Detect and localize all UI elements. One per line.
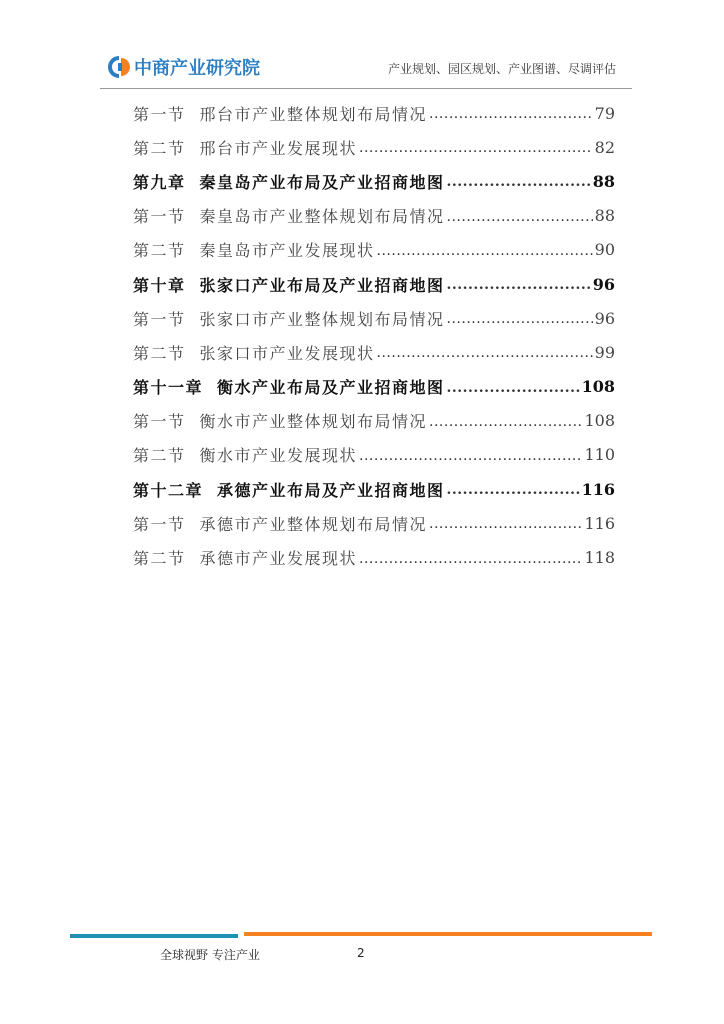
toc-entry-title: 张家口市产业发展现状 — [199, 343, 375, 363]
page-number: 2 — [357, 946, 365, 960]
dot-leader — [429, 514, 582, 532]
dot-leader — [447, 172, 591, 190]
toc-entry-label — [133, 546, 357, 569]
toc-chapter-entry[interactable] — [133, 472, 615, 506]
toc-entry-title: 邢台市产业发展现状 — [199, 138, 358, 158]
toc-entry-page: 110 — [584, 445, 615, 465]
toc-section-entry[interactable] — [133, 540, 615, 574]
dot-leader — [377, 343, 593, 361]
toc-entry-page: 90 — [594, 240, 615, 260]
toc-entry-label — [133, 102, 427, 125]
dot-leader — [447, 207, 593, 225]
toc-entry-title: 秦皇岛产业布局及产业招商地图 — [199, 172, 445, 192]
toc-section-entry[interactable] — [133, 96, 615, 130]
toc-entry-title: 邢台市产业整体规划布局情况 — [199, 104, 428, 124]
toc-entry-page: 116 — [581, 479, 615, 499]
toc-chapter-entry[interactable] — [133, 267, 615, 301]
toc-entry-title: 承德市产业整体规划布局情况 — [199, 514, 428, 534]
toc-entry-label — [133, 512, 427, 535]
toc-entry-label — [133, 341, 375, 364]
toc-entry-title: 衡水产业布局及产业招商地图 — [217, 378, 445, 398]
toc-entry-number: 第二节 — [133, 549, 186, 569]
brand-logo — [108, 54, 260, 80]
dot-leader — [447, 309, 593, 327]
toc-entry-number: 第一节 — [133, 207, 186, 227]
toc-entry-number: 第二节 — [133, 446, 186, 466]
toc-entry-page: 82 — [594, 137, 615, 157]
toc-entry-page: 108 — [581, 377, 615, 397]
toc-entry-number: 第九章 — [133, 172, 186, 192]
toc-entry-label — [133, 136, 357, 159]
toc-entry-page: 108 — [584, 411, 615, 431]
dot-leader — [429, 412, 582, 430]
toc-entry-label — [133, 204, 445, 227]
dot-leader — [447, 275, 591, 293]
toc-entry-page: 118 — [584, 548, 615, 568]
toc-entry-number: 第一节 — [133, 412, 186, 432]
footer-bar-right — [244, 932, 652, 936]
footer-slogan: 全球视野 专注产业 — [160, 948, 260, 962]
toc-entry-label — [133, 238, 375, 261]
logo-icon — [108, 56, 130, 78]
toc-entry-number: 第一节 — [133, 104, 186, 124]
toc-entry-label — [133, 375, 445, 398]
dot-leader — [359, 549, 582, 567]
toc-section-entry[interactable] — [133, 199, 615, 233]
toc-section-entry[interactable] — [133, 335, 615, 369]
toc-entry-title: 承德市产业发展现状 — [199, 549, 358, 569]
toc-entry-page: 99 — [594, 342, 615, 362]
toc-entry-label — [133, 443, 357, 466]
toc-entry-number: 第一节 — [133, 514, 186, 534]
toc-entry-page: 88 — [594, 206, 615, 226]
toc-entry-number: 第十一章 — [133, 378, 204, 398]
toc-entry-page: 96 — [594, 308, 615, 328]
toc-section-entry[interactable] — [133, 130, 615, 164]
table-of-contents — [133, 96, 615, 575]
dot-leader — [377, 241, 593, 259]
toc-entry-title: 衡水市产业发展现状 — [199, 446, 358, 466]
toc-entry-number: 第一节 — [133, 309, 186, 329]
toc-entry-title: 秦皇岛市产业发展现状 — [199, 241, 375, 261]
dot-leader — [447, 378, 580, 396]
toc-entry-label — [133, 170, 445, 193]
toc-entry-number: 第十章 — [133, 275, 186, 295]
toc-entry-label — [133, 273, 445, 296]
toc-entry-title: 秦皇岛市产业整体规划布局情况 — [199, 207, 445, 227]
toc-entry-title: 张家口市产业整体规划布局情况 — [199, 309, 445, 329]
toc-section-entry[interactable] — [133, 438, 615, 472]
toc-entry-label — [133, 478, 445, 501]
toc-entry-title: 张家口产业布局及产业招商地图 — [199, 275, 445, 295]
toc-entry-title: 承德产业布局及产业招商地图 — [217, 480, 445, 500]
toc-entry-page: 88 — [592, 171, 615, 191]
toc-entry-number: 第二节 — [133, 343, 186, 363]
page-header — [0, 0, 724, 100]
toc-section-entry[interactable] — [133, 404, 615, 438]
toc-section-entry[interactable] — [133, 506, 615, 540]
toc-entry-label — [133, 409, 427, 432]
toc-entry-number: 第二节 — [133, 138, 186, 158]
toc-entry-page: 116 — [584, 513, 615, 533]
toc-entry-page: 79 — [594, 103, 615, 123]
toc-chapter-entry[interactable] — [133, 164, 615, 198]
toc-entry-number: 第十二章 — [133, 480, 204, 500]
footer-bar-left — [70, 934, 238, 938]
toc-entry-label — [133, 307, 445, 330]
dot-leader — [359, 138, 593, 156]
header-divider — [100, 88, 632, 89]
dot-leader — [447, 480, 580, 498]
toc-section-entry[interactable] — [133, 301, 615, 335]
toc-entry-title: 衡水市产业整体规划布局情况 — [199, 412, 428, 432]
toc-chapter-entry[interactable] — [133, 370, 615, 404]
header-tagline: 产业规划、园区规划、产业图谱、尽调评估 — [387, 62, 616, 76]
toc-entry-page: 96 — [592, 274, 615, 294]
toc-section-entry[interactable] — [133, 233, 615, 267]
dot-leader — [359, 446, 582, 464]
dot-leader — [429, 104, 593, 122]
toc-entry-number: 第二节 — [133, 241, 186, 261]
logo-text: 中商产业研究院 — [134, 58, 260, 79]
